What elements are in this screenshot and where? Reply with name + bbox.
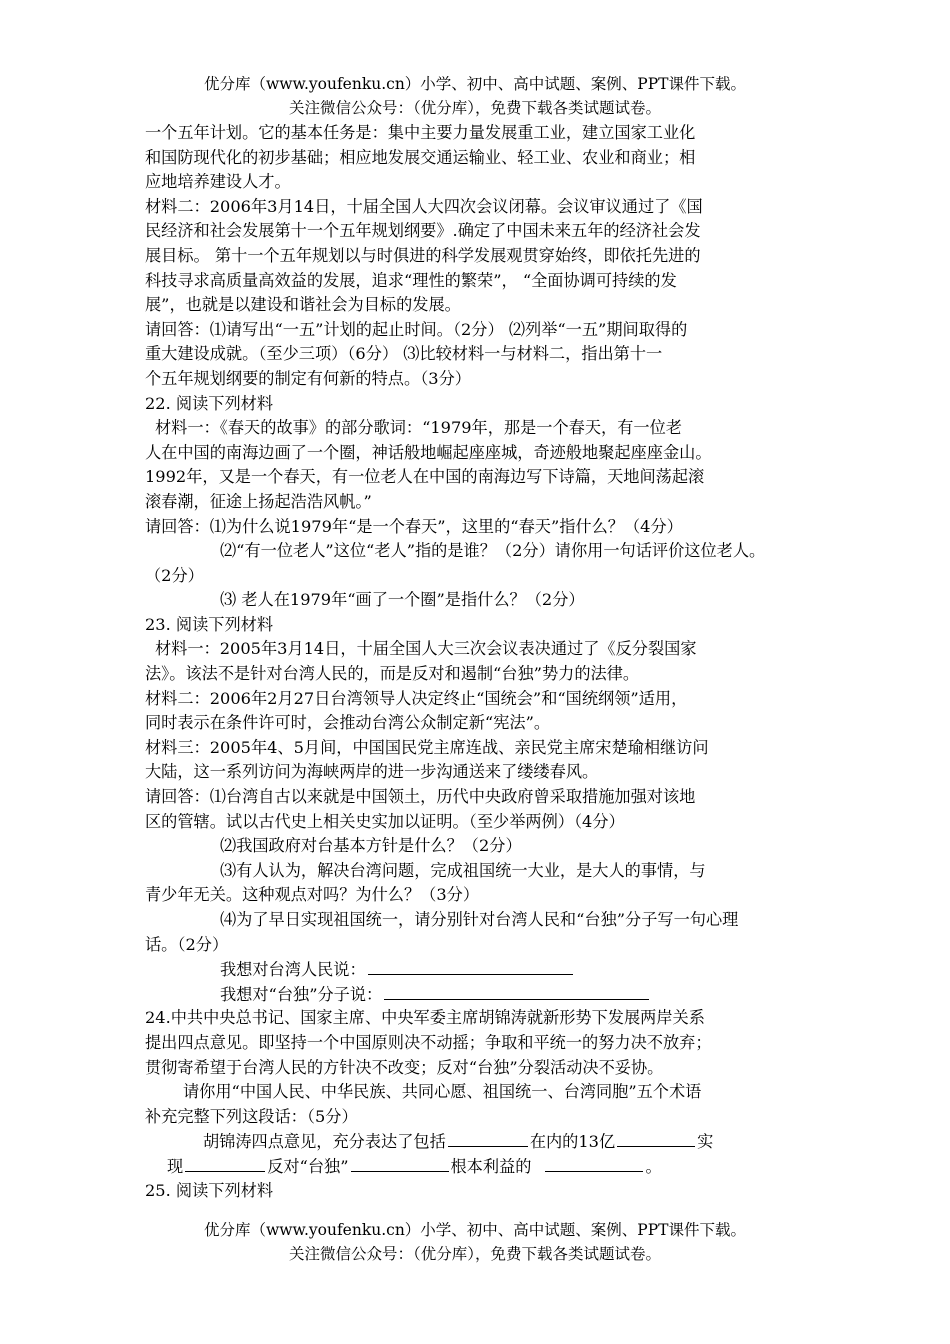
answer-line	[145, 957, 810, 982]
footer-line-1: 优分库（www.youfenku.cn）小学、初中、高中试题、案例、PPT课件下载。	[203, 1221, 747, 1239]
fill-in-line	[145, 1154, 810, 1179]
text-line: 滚春潮，征途上扬起浩浩风帆。”	[145, 491, 372, 511]
answer-blank[interactable]	[545, 1154, 643, 1172]
question-line: 请回答：⑴为什么说1979年“是一个春天”，这里的“春天”指什么？（4分）	[145, 516, 683, 536]
question-line: ⑶有人认为，解决台湾问题，完成祖国统一大业，是大人的事情，与	[220, 860, 706, 880]
answer-blank[interactable]	[185, 1154, 265, 1172]
text-line: 同时表示在条件许可时，会推动台湾公众制定新“宪法”。	[145, 713, 551, 733]
answer-prompt: 我想对台湾人民说：	[220, 960, 366, 980]
text-line: 1992年，又是一个春天，有一位老人在中国的南海边写下诗篇，天地间荡起滚	[145, 467, 705, 487]
answer-blank[interactable]	[368, 957, 573, 975]
question-line: ⑵我国政府对台基本方针是什么？（2分）	[220, 836, 522, 856]
text-line: 材料一：《春天的故事》的部分歌词：“1979年，那是一个春天，有一位老	[155, 418, 682, 438]
text-line: 法》。该法不是针对台湾人民的，而是反对和遏制“台独”势力的法律。	[145, 664, 640, 684]
text-line: 人在中国的南海边画了一个圈，神话般地崛起座座城，奇迹般地聚起座座金山。	[145, 442, 712, 462]
page-footer	[0, 1218, 950, 1266]
text-line: 和国防现代化的初步基础；相应地发展交通运输业、轻工业、农业和商业；相	[145, 147, 696, 167]
question-line: 话。（2分）	[145, 934, 229, 954]
footer-line-2: 关注微信公众号：（优分库），免费下载各类试题试卷。	[288, 1245, 661, 1263]
question-line: 补充完整下列这段话：（5分）	[145, 1106, 358, 1126]
text-line: 贯彻寄希望于台湾人民的方针决不改变；反对“台独”分裂活动决不妥协。	[145, 1057, 664, 1077]
question-line: ⑶ 老人在1979年“画了一个圈”是指什么？（2分）	[220, 590, 585, 610]
answer-prompt: 我想对“台独”分子说：	[220, 984, 383, 1004]
text-line: 材料二：2006年2月27日台湾领导人决定终止“国统会”和“国统纲领”适用，	[145, 688, 688, 708]
text-line: 展目标。 第十一个五年规划以与时俱进的科学发展观贯穿始终，即依托先进的	[145, 245, 701, 265]
text-line: 科技寻求高质量高效益的发展，追求“理性的繁荣”， “全面协调可持续的发	[145, 270, 677, 290]
question-line: 请回答：⑴请写出“一五”计划的起止时间。（2分） ⑵列举“一五”期间取得的	[145, 319, 688, 339]
text-line: 大陆，这一系列访问为海峡两岸的进一步沟通送来了缕缕春风。	[145, 762, 599, 782]
fill-text: 实	[697, 1132, 714, 1152]
question-line: 请你用“中国人民、中华民族、共同心愿、祖国统一、台湾同胞”五个术语	[183, 1082, 702, 1102]
question-line: ⑵“有一位老人”这位“老人”指的是谁？（2分）请你用一句话评价这位老人。	[220, 541, 766, 561]
answer-blank[interactable]	[351, 1154, 449, 1172]
fill-in-line	[145, 1129, 810, 1154]
fill-text: 胡锦涛四点意见，充分表达了包括	[203, 1132, 446, 1152]
text-line: 民经济和社会发展第十一个五年规划纲要》.确定了中国未来五年的经济社会发	[145, 221, 701, 241]
answer-line	[145, 982, 810, 1007]
fill-text: 现	[167, 1156, 184, 1176]
question-line: 区的管辖。试以古代史上相关史实加以证明。（至少举两例）（4分）	[145, 811, 625, 831]
question-heading: 22. 阅读下列材料	[145, 393, 274, 413]
question-line: 重大建设成就。（至少三项）（6分） ⑶比较材料一与材料二，指出第十一	[145, 344, 663, 364]
header-line-2: 关注微信公众号：（优分库），免费下载各类试题试卷。	[288, 99, 661, 117]
fill-text: 反对“台独”	[267, 1156, 349, 1176]
question-line: 请回答：⑴台湾自古以来就是中国领土，历代中央政府曾采取措施加强对该地	[145, 787, 696, 807]
fill-text: 。	[645, 1156, 662, 1176]
question-heading: 24.中共中央总书记、国家主席、中央军委主席胡锦涛就新形势下发展两岸关系	[145, 1008, 705, 1028]
text-line: 材料三：2005年4、5月间，中国国民党主席连战、亲民党主席宋楚瑜相继访问	[145, 737, 709, 757]
header-line-1: 优分库（www.youfenku.cn）小学、初中、高中试题、案例、PPT课件下载。	[203, 75, 747, 93]
text-line: 材料二：2006年3月14日，十届全国人大四次会议闭幕。会议审议通过了《国	[145, 196, 703, 216]
text-line: 应地培养建设人才。	[145, 172, 291, 192]
page-header	[0, 72, 950, 120]
answer-blank[interactable]	[384, 982, 649, 1000]
fill-text: 根本利益的	[450, 1156, 532, 1176]
text-line: 材料一：2005年3月14日，十届全国人大三次会议表决通过了《反分裂国家	[155, 639, 697, 659]
question-line: （2分）	[145, 565, 204, 585]
answer-blank[interactable]	[617, 1129, 695, 1147]
text-line: 提出四点意见。即坚持一个中国原则决不动摇；争取和平统一的努力决不放弃；	[145, 1032, 712, 1052]
text-line: 一个五年计划。它的基本任务是：集中主要力量发展重工业，建立国家工业化	[145, 123, 696, 142]
question-heading: 25. 阅读下列材料	[145, 1180, 274, 1200]
question-line: 青少年无关。这种观点对吗？为什么？（3分）	[145, 885, 480, 905]
question-line: 个五年规划纲要的制定有何新的特点。（3分）	[145, 368, 471, 388]
text-line: 展”，也就是以建设和谐社会为目标的发展。	[145, 295, 461, 315]
question-line: ⑷为了早日实现祖国统一，请分别针对台湾人民和“台独”分子写一句心理	[220, 910, 739, 929]
fill-text: 在内的13亿	[529, 1132, 616, 1152]
question-heading: 23. 阅读下列材料	[145, 614, 274, 634]
document-body	[145, 121, 810, 1203]
answer-blank[interactable]	[448, 1129, 528, 1147]
